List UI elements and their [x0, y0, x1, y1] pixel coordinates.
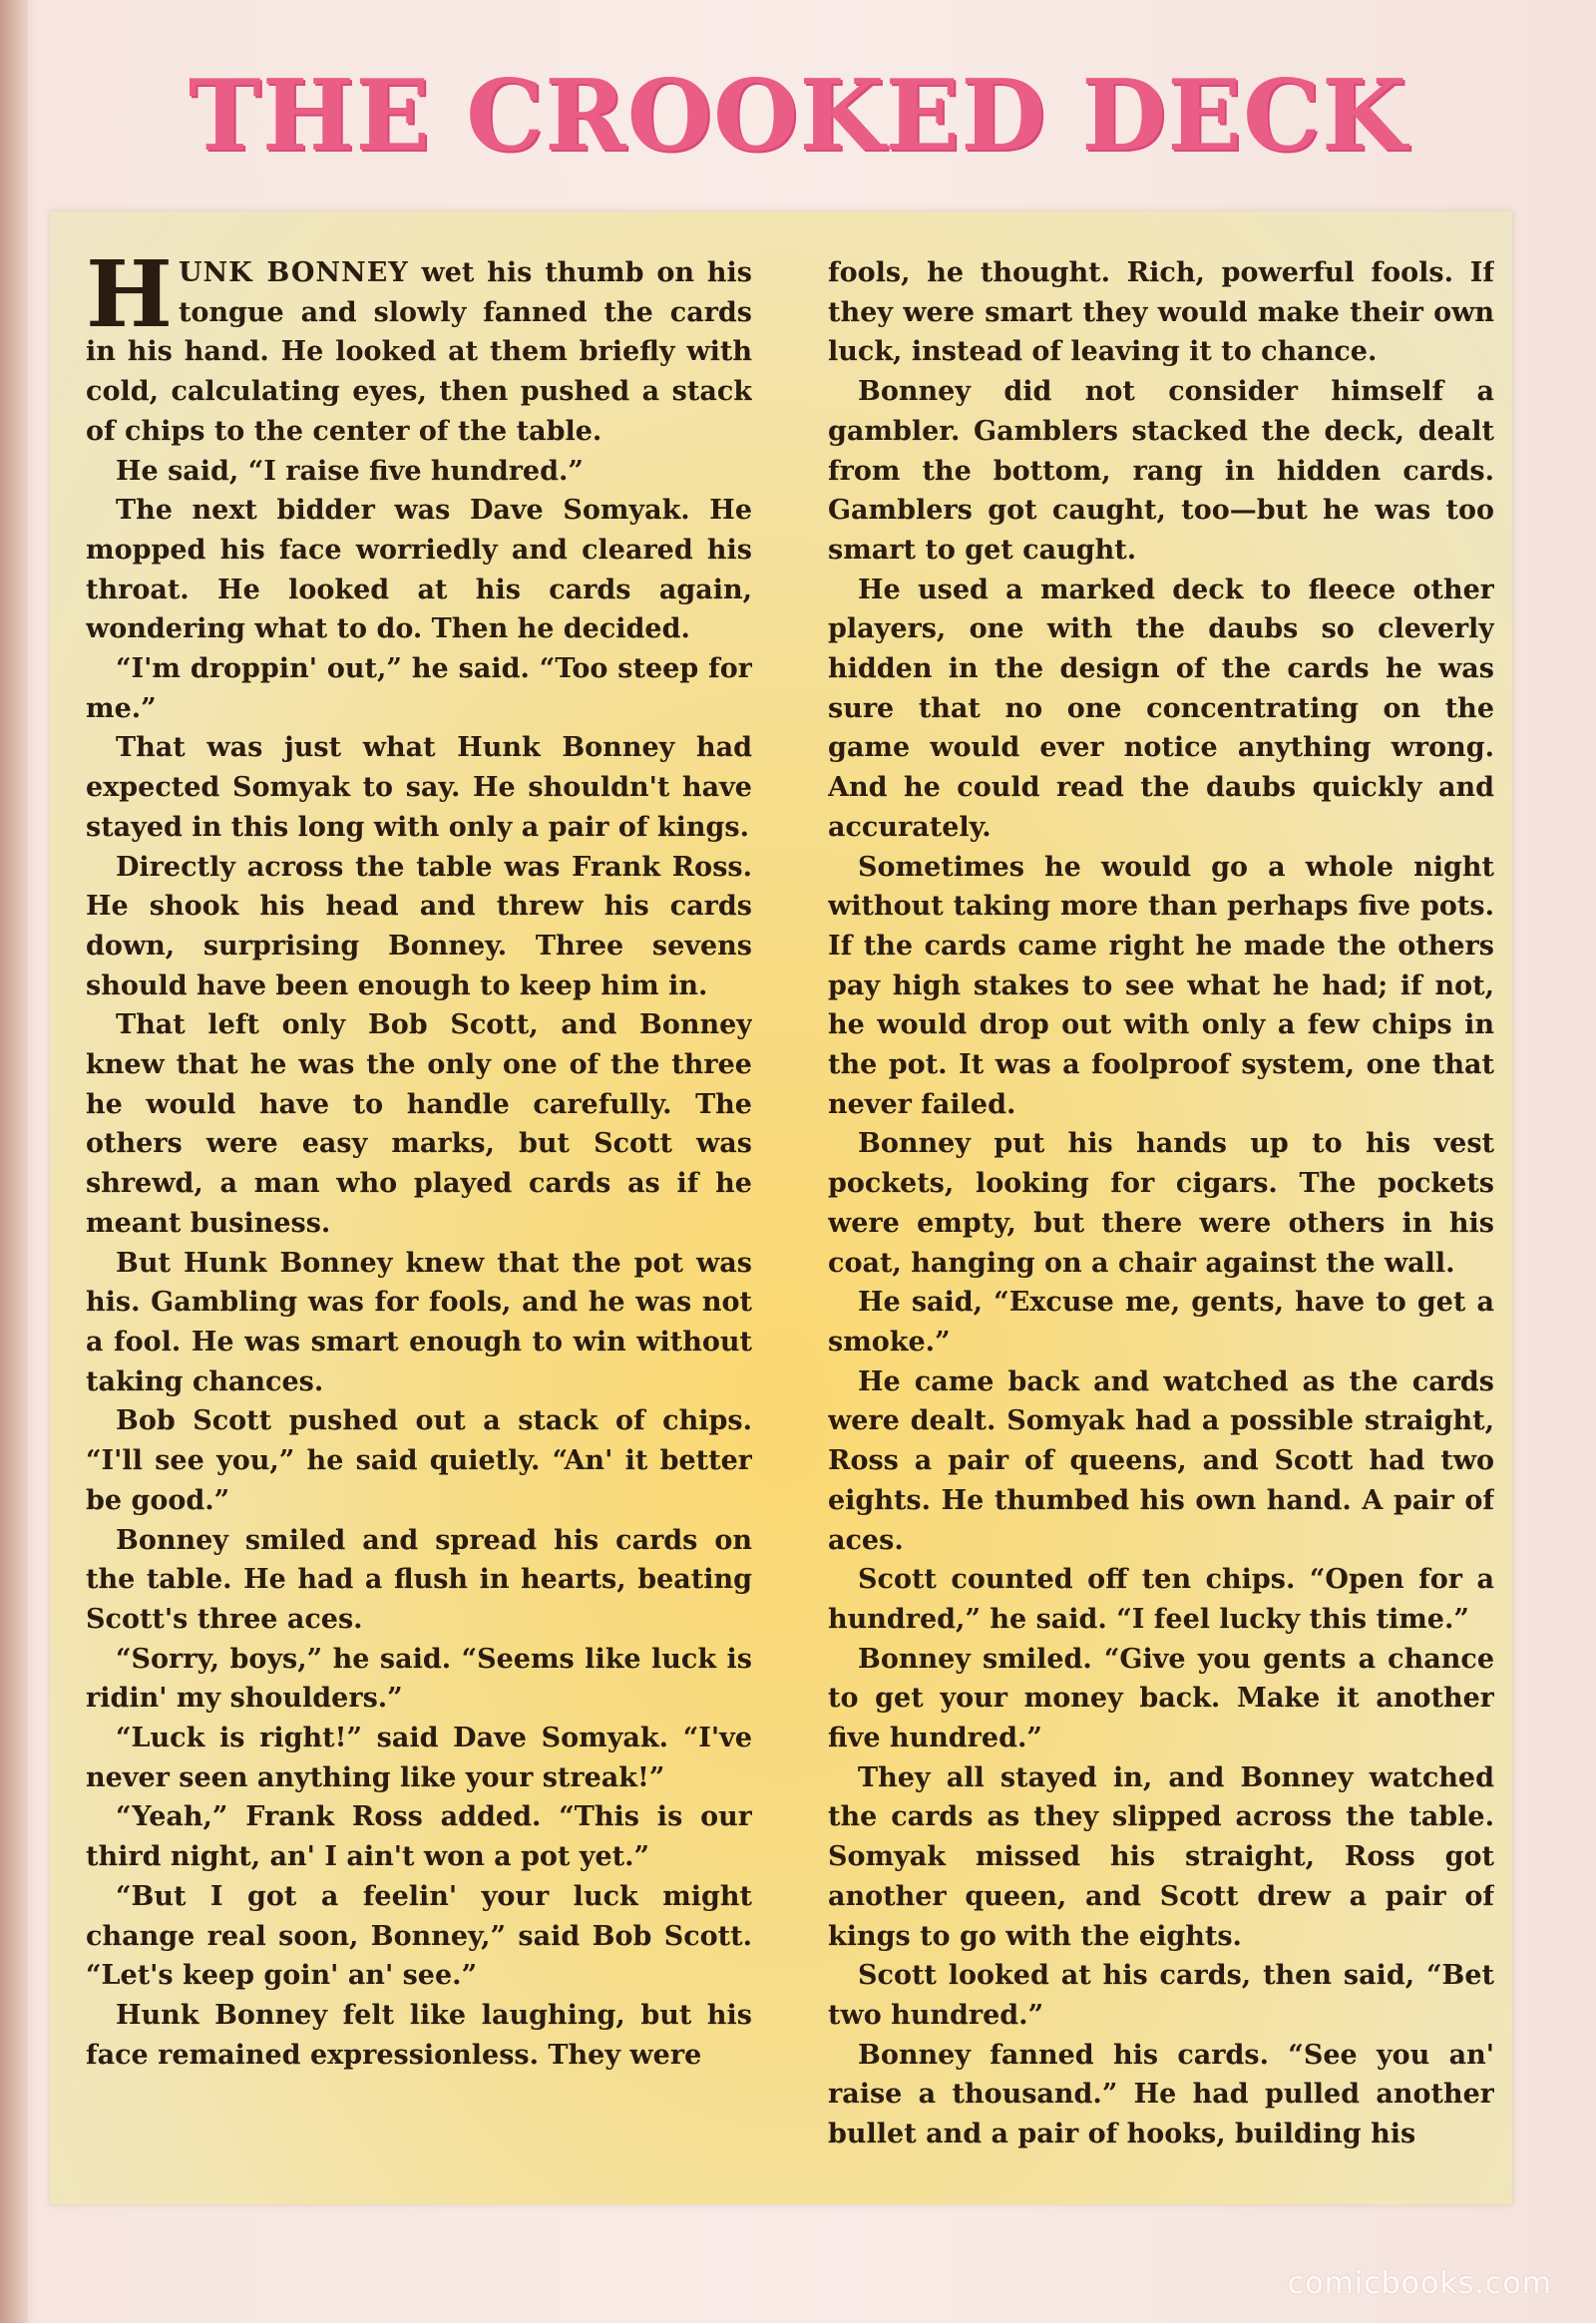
- text-panel: [50, 211, 1512, 2204]
- opening-paragraph: [86, 253, 752, 452]
- paragraph: Sometimes he would go a whole night without taking more than perhaps five pots. If the cards came right he made the others pay high stakes to see what he had; if not, he would drop out with only a few chips in the pot. It was a foolproof system, one that never failed.: [828, 851, 1494, 1120]
- left-text-column: [86, 253, 752, 2178]
- paragraph: Bonney fanned his cards. “See you an' raise a thousand.” He had pulled another bullet and a pair of hooks, building his: [828, 2039, 1494, 2150]
- paragraph: Directly across the table was Frank Ross. He shook his head and threw his cards down, surprising Bonney. Three sevens should have been enough to keep him in.: [86, 851, 752, 1001]
- paragraph: He used a marked deck to fleece other players, one with the daubs so cleverly hidden in the design of the cards he was sure that no one concentrating on the game would ever notice anything wrong. And he could read the daubs quickly and accurately.: [828, 574, 1494, 843]
- site-watermark: comicbooks.com: [1287, 2266, 1552, 2301]
- paragraph: “Yeah,” Frank Ross added. “This is our third night, an' I ain't won a pot yet.”: [86, 1801, 752, 1873]
- continued-paragraph: fools, he thought. Rich, powerful fools. If they were smart they would make their own luck, instead of leaving it to chance.: [828, 257, 1494, 368]
- right-text-column: [828, 253, 1494, 2178]
- paragraph: He said, “I raise five hundred.”: [116, 455, 584, 487]
- paragraph: Bonney did not consider himself a gambler. Gamblers stacked the deck, dealt from the bottom, rang in hidden cards. Gamblers got caught, too—but he was too smart to get caught.: [828, 376, 1494, 566]
- paragraph: He came back and watched as the cards were dealt. Somyak had a possible straight, Ross a pair of queens, and Scott had two eights. He thumbed his own hand. A pair of aces.: [828, 1365, 1494, 1556]
- paragraph: Scott counted off ten chips. “Open for a hundred,” he said. “I feel lucky this time.”: [828, 1564, 1494, 1635]
- paragraph: He said, “Excuse me, gents, have to get a smoke.”: [828, 1287, 1494, 1357]
- paragraph: They all stayed in, and Bonney watched the cards as they slipped across the table. Somyak missed his straight, Ross got another queen, and Scott drew a pair of kings to go with the eights.: [828, 1761, 1494, 1952]
- paragraph: Bonney put his hands up to his vest pockets, looking for cigars. The pockets were empty, but there were others in his coat, hanging on a chair against the wall.: [828, 1128, 1494, 1279]
- story-title: THE CROOKED DECK: [188, 59, 1408, 174]
- drop-cap: H: [86, 253, 173, 348]
- paragraph: Bonney smiled and spread his cards on the table. He had a flush in hearts, beating Scott's three aces.: [86, 1524, 752, 1635]
- opening-caps: UNK BONNEY: [178, 257, 409, 288]
- paragraph: Hunk Bonney felt like laughing, but his face remained expressionless. They were: [86, 1999, 752, 2071]
- paragraph: “Luck is right!” said Dave Somyak. “I've never seen anything like your streak!”: [86, 1723, 752, 1793]
- paragraph: That left only Bob Scott, and Bonney knew that he was the only one of the three he would have to handle carefully. The others were easy marks, but Scott was shrewd, a man who played cards as if he meant business.: [86, 1009, 752, 1239]
- paragraph: That was just what Hunk Bonney had expected Somyak to say. He shouldn't have stayed in this long with only a pair of kings.: [86, 732, 752, 843]
- paragraph: “But I got a feelin' your luck might change real soon, Bonney,” said Bob Scott. “Let's keep goin' an' see.”: [86, 1880, 752, 1992]
- paragraph: But Hunk Bonney knew that the pot was his. Gambling was for fools, and he was not a fool. He was smart enough to win without taking chances.: [86, 1247, 752, 1397]
- page-spine-shadow: [0, 0, 28, 2323]
- paragraph: “Sorry, boys,” he said. “Seems like luck is ridin' my shoulders.”: [86, 1643, 752, 1715]
- paragraph: Scott looked at his cards, then said, “Bet two hundred.”: [828, 1960, 1494, 2031]
- paragraph: The next bidder was Dave Somyak. He mopped his face worriedly and cleared his throat. He looked at his cards again, wondering what to do. Then he decided.: [86, 495, 752, 645]
- paragraph: Bob Scott pushed out a stack of chips. “I'll see you,” he said quietly. “An' it better be good.”: [86, 1405, 752, 1516]
- opening-paragraph-text: wet his thumb on his tongue and slowly fanned the cards in his hand. He looked at them briefly with cold, calculating eyes, then pushed a stack of chips to the center of the table.: [86, 257, 752, 447]
- paragraph: Bonney smiled. “Give you gents a chance to get your money back. Make it another five hundred.”: [828, 1643, 1494, 1754]
- paragraph: “I'm droppin' out,” he said. “Too steep for me.”: [86, 653, 752, 724]
